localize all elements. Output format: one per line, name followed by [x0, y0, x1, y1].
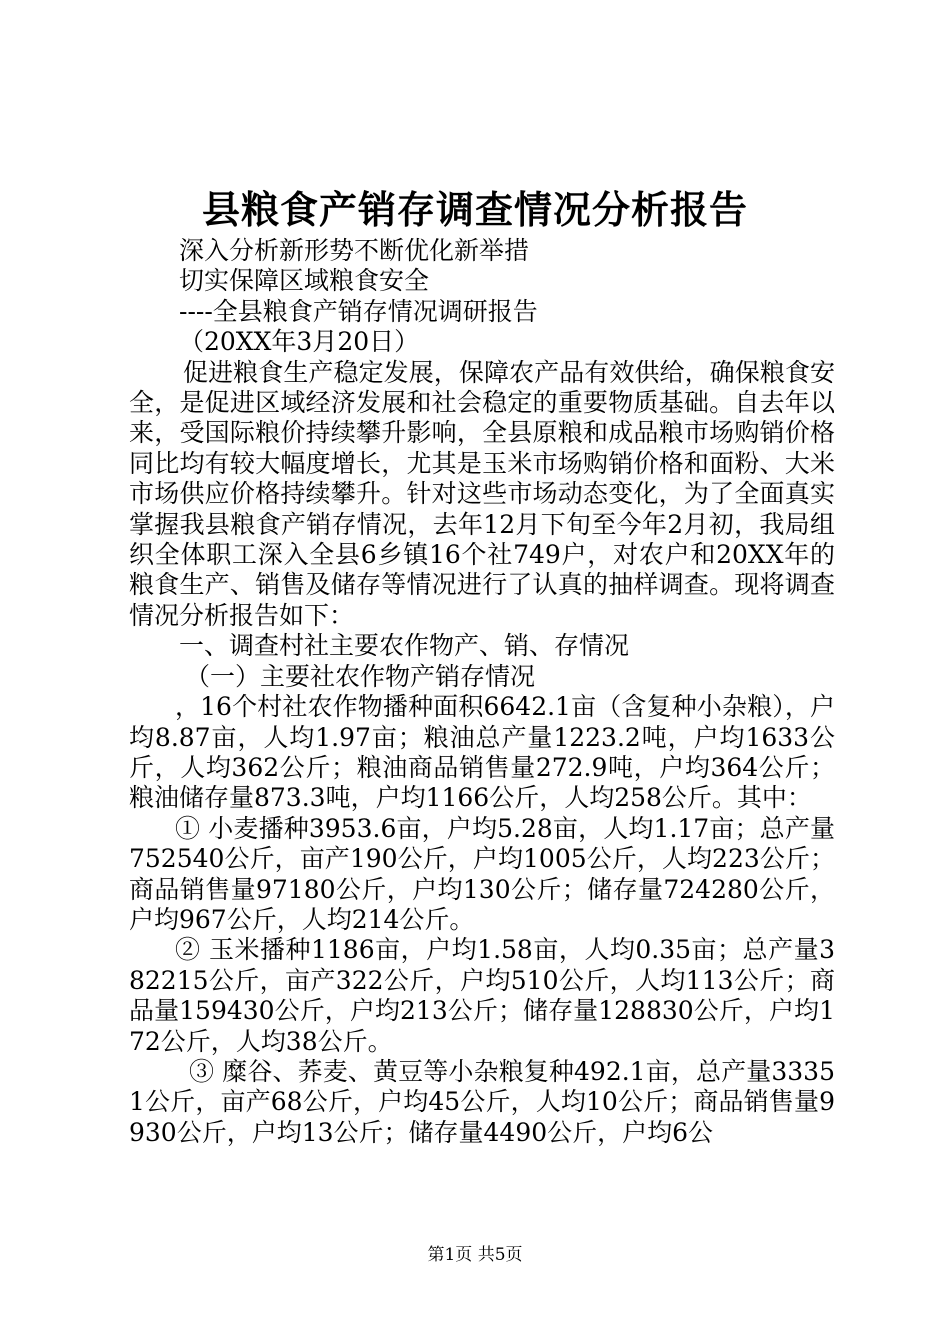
wheat-paragraph: ① 小麦播种3953.6亩，户均5.28亩，人均1.17亩；总产量752540公斤，亩产190公斤，户均1005公斤，人均223公斤；商品销售量97180公斤，户均130公斤；储存量724280公斤，户均967公斤，人均214公斤。: [129, 813, 835, 934]
subtitle-line: 切实保障区域粮食安全: [179, 266, 430, 296]
section-heading: 一、调查村社主要农作物产、销、存情况: [179, 631, 630, 661]
subtitle-line: ----全县粮食产销存情况调研报告: [179, 296, 538, 326]
intro-paragraph: 促进粮食生产稳定发展，保障农产品有效供给，确保粮食安全，是促进区域经济发展和社会稳定的重要物质基础。自去年以来，受国际粮价持续攀升影响，全县原粮和成品粮市场购销价格同比均有较大幅度增长，尤其是玉米市场购销价格和面粉、大米市场供应价格持续攀升。针对这些市场动态变化，为了全面真实掌握我县粮食产销存情况，去年12月下旬至今年2月初，我局组织全体职工深入全县6乡镇16个社749户，对农户和20XX年的粮食生产、销售及储存等情况进行了认真的抽样调查。现将调查情况分析报告如下：: [129, 357, 835, 630]
page-footer: 第1页 共5页: [427, 1245, 523, 1265]
corn-paragraph: ② 玉米播种1186亩，户均1.58亩，人均0.35亩；总产量382215公斤，亩产322公斤，户均510公斤，人均113公斤；商品量159430公斤，户均213公斤；储存量128830公斤，户均172公斤，人均38公斤。: [129, 935, 835, 1056]
document-body: [129, 236, 835, 1148]
subtitle-line: 深入分析新形势不断优化新举措: [179, 236, 530, 265]
report-date: （20XX年3月20日）: [179, 327, 420, 357]
document-title: 县粮食产销存调查情况分析报告: [201, 187, 748, 232]
minor-grains-paragraph: ③ 糜谷、荞麦、黄豆等小杂粮复种492.1亩，总产量33351公斤，亩产68公斤，户均45公斤，人均10公斤；商品销售量9930公斤，户均13公斤；储存量4490公斤，户均6公: [129, 1056, 835, 1147]
subsection-heading: （一）主要社农作物产销存情况: [185, 661, 536, 691]
summary-paragraph: ，16个村社农作物播种面积6642.1亩（含复种小杂粮），户均8.87亩，人均1.97亩；粮油总产量1223.2吨，户均1633公斤，人均362公斤；粮油商品销售量272.9吨，户均364公斤；粮油储存量873.3吨，户均1166公斤，人均258公斤。其中：: [129, 692, 835, 813]
